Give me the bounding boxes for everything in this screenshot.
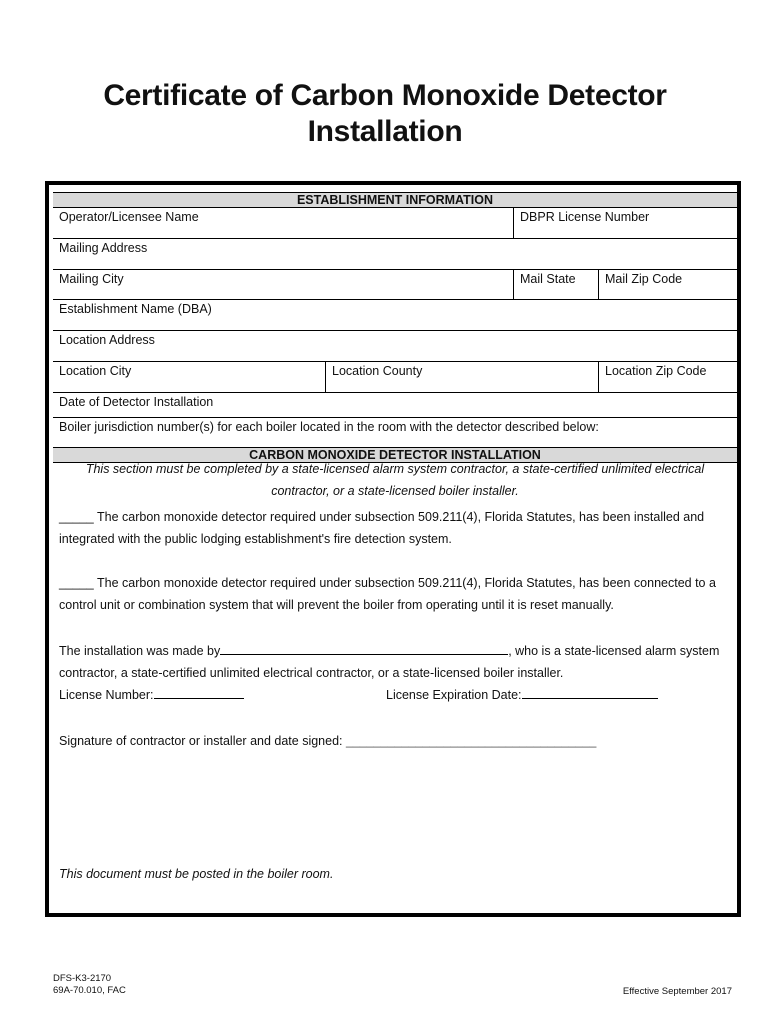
establishment-name-field[interactable] xyxy=(53,300,737,330)
install-date-label: Date of Detector Installation xyxy=(59,395,214,409)
dbpr-license-label: DBPR License Number xyxy=(520,210,650,224)
signature-row xyxy=(59,730,596,752)
title-line-2: Installation xyxy=(307,115,463,148)
license-number-row xyxy=(59,684,244,706)
mailing-address-label: Mailing Address xyxy=(59,241,148,255)
location-county-label: Location County xyxy=(332,364,423,378)
license-expiration-label: License Expiration Date: xyxy=(386,688,522,702)
installer-name-blank[interactable] xyxy=(220,644,508,655)
statement-1-line-1: The carbon monoxide detector required under subsection 509.211(4), Florida Statutes, has been installed and xyxy=(97,510,705,524)
form-number: DFS-K3-2170 xyxy=(53,973,112,984)
check-blank-1[interactable]: _____ xyxy=(59,510,94,524)
installer-suffix: , who is a state-licensed alarm system xyxy=(508,644,720,658)
row-install-date xyxy=(53,392,737,417)
row-location-address xyxy=(53,330,737,361)
operator-name-field[interactable] xyxy=(53,208,513,238)
mailing-address-field[interactable] xyxy=(53,239,737,269)
check-blank-2[interactable]: _____ xyxy=(59,576,94,590)
installation-section-heading: CARBON MONOXIDE DETECTOR INSTALLATION xyxy=(53,447,737,463)
installer-prefix: The installation was made by xyxy=(59,644,221,658)
signature-blank[interactable]: ____________________________________ xyxy=(346,734,597,748)
installer-statement xyxy=(59,640,729,684)
statement-2-line-1: The carbon monoxide detector required under subsection 509.211(4), Florida Statutes, has been connected to a xyxy=(97,576,716,590)
page-title xyxy=(0,78,770,150)
certificate-form xyxy=(45,181,741,917)
statement-fire-detection xyxy=(59,506,729,550)
signature-label: Signature of contractor or installer and date signed: xyxy=(59,734,343,748)
location-zip-label: Location Zip Code xyxy=(605,364,707,378)
contractor-note-line-2: contractor, or a state-licensed boiler installer. xyxy=(271,484,519,498)
location-city-label: Location City xyxy=(59,364,132,378)
mail-zip-label: Mail Zip Code xyxy=(605,272,683,286)
contractor-note-line-1: This section must be completed by a state-licensed alarm system contractor, a state-certified unlimited electrical xyxy=(85,462,705,476)
effective-date: Effective September 2017 xyxy=(622,986,732,997)
operator-name-label: Operator/Licensee Name xyxy=(59,210,199,224)
location-county-field[interactable] xyxy=(325,362,598,392)
establishment-name-label: Establishment Name (DBA) xyxy=(59,302,212,316)
mailing-city-label: Mailing City xyxy=(59,272,124,286)
rule-citation: 69A-70.010, FAC xyxy=(53,985,126,996)
statement-2-line-2: control unit or combination system that will prevent the boiler from operating until it is reset manually. xyxy=(59,598,614,612)
contractor-note xyxy=(53,458,737,502)
boiler-jurisdiction-field[interactable] xyxy=(53,418,737,447)
mailing-city-field[interactable] xyxy=(53,270,513,299)
installer-line-2: contractor, a state-certified unlimited electrical contractor, or a state-licensed boiler installer. xyxy=(59,666,564,680)
row-operator xyxy=(53,207,737,238)
row-establishment-name xyxy=(53,299,737,330)
location-city-field[interactable] xyxy=(53,362,325,392)
row-mailing-city xyxy=(53,269,737,299)
location-zip-field[interactable] xyxy=(598,362,737,392)
row-mailing-address xyxy=(53,238,737,269)
mail-state-label: Mail State xyxy=(520,272,576,286)
mail-state-field[interactable] xyxy=(513,270,598,299)
statement-1-line-2: integrated with the public lodging establishment's fire detection system. xyxy=(59,532,452,546)
posting-note: This document must be posted in the boiler room. xyxy=(59,867,334,881)
license-expiration-blank[interactable] xyxy=(522,688,658,699)
location-address-field[interactable] xyxy=(53,331,737,361)
title-line-1: Certificate of Carbon Monoxide Detector xyxy=(103,79,667,112)
form-identifier xyxy=(53,973,126,997)
license-number-label: License Number: xyxy=(59,688,154,702)
install-date-field[interactable] xyxy=(53,393,737,417)
location-address-label: Location Address xyxy=(59,333,155,347)
establishment-section-heading: ESTABLISHMENT INFORMATION xyxy=(53,192,737,208)
row-location-city xyxy=(53,361,737,392)
dbpr-license-field[interactable] xyxy=(513,208,737,238)
statement-control-unit xyxy=(59,572,729,616)
license-number-blank[interactable] xyxy=(154,688,244,699)
license-expiration-row xyxy=(386,684,658,706)
mail-zip-field[interactable] xyxy=(598,270,737,299)
boiler-jurisdiction-label: Boiler jurisdiction number(s) for each boiler located in the room with the detector described below: xyxy=(59,420,599,434)
row-boiler-jurisdiction xyxy=(53,417,737,447)
